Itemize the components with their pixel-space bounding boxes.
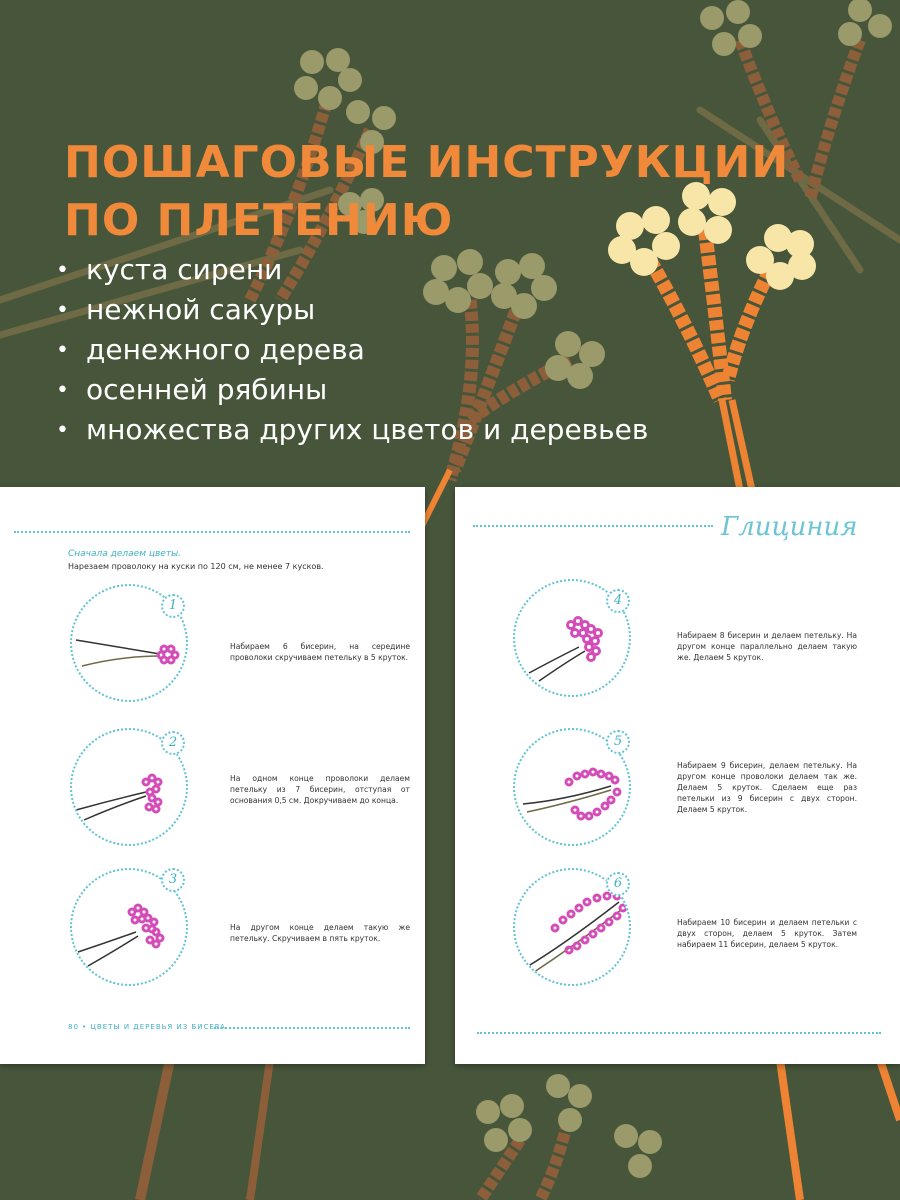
feature-item-label: куста сирени	[86, 253, 283, 286]
step-2-text: На одном конце проволоки делаем петельку из 7 бисерин, отступая от основания 0,5 см. Докручиваем до конца.	[230, 774, 410, 805]
feature-item-label: осенней рябины	[86, 373, 328, 406]
footer-dotted-rule	[477, 1032, 881, 1034]
step-4-text: Набираем 8 бисерин и делаем петельку. На другом конце параллельно делаем такую же. Делаем 5 круток.	[677, 631, 857, 662]
book-page-left	[0, 487, 425, 1064]
footer-dotted-rule	[214, 1027, 410, 1029]
feature-list	[56, 250, 648, 450]
step-2-number: 2	[161, 731, 185, 755]
headline-line-1: ПОШАГОВЫЕ ИНСТРУКЦИИ	[64, 137, 790, 188]
bullet-icon: •	[56, 258, 69, 283]
step-1-number: 1	[161, 594, 185, 618]
page-footer: 80 • ЦВЕТЫ И ДЕРЕВЬЯ ИЗ БИСЕРА	[68, 1023, 226, 1031]
step-4-number: 4	[606, 589, 630, 613]
section-title: Глициния	[721, 512, 858, 542]
feature-item	[56, 330, 648, 370]
step-6-text: Набираем 10 бисерин и делаем петельки с двух сторон, делаем 5 круток. Затем набираем 11 бисерин, делаем 5 круток.	[677, 918, 857, 949]
step-5-number: 5	[606, 730, 630, 754]
intro-text: Нарезаем проволоку на куски по 120 см, не менее 7 кусков.	[68, 562, 324, 571]
bullet-icon: •	[56, 338, 69, 363]
step-3-number: 3	[161, 868, 185, 892]
step-3-text: На другом конце делаем такую же петельку. Скручиваем в пять круток.	[230, 923, 410, 943]
header-dotted-rule	[14, 531, 410, 533]
feature-item	[56, 370, 648, 410]
feature-item-label: нежной сакуры	[86, 293, 316, 326]
feature-item-label: множества других цветов и деревьев	[86, 413, 649, 446]
bullet-icon: •	[56, 418, 69, 443]
feature-item	[56, 290, 648, 330]
bottom-bead-sprigs	[140, 1060, 900, 1200]
feature-item	[56, 410, 648, 450]
feature-item-label: денежного дерева	[86, 333, 365, 366]
bullet-icon: •	[56, 298, 69, 323]
intro-title: Сначала делаем цветы.	[68, 549, 182, 559]
step-5-text: Набираем 9 бисерин, делаем петельку. На другом конце проволоки делаем так же. Делаем 5 круток. Сделаем еще раз петельки из 9 бисерин с двух сторон. Делаем 5 круток.	[677, 761, 857, 814]
step-1-text: Набираем 6 бисерин, на середине проволоки скручиваем петельку в 5 круток.	[230, 642, 410, 662]
headline	[64, 134, 789, 250]
headline-line-2: ПО ПЛЕТЕНИЮ	[64, 195, 454, 246]
feature-item	[56, 250, 648, 290]
book-page-right	[455, 487, 900, 1064]
step-6-number: 6	[606, 872, 630, 896]
header-dotted-rule	[473, 525, 713, 527]
bullet-icon: •	[56, 378, 69, 403]
